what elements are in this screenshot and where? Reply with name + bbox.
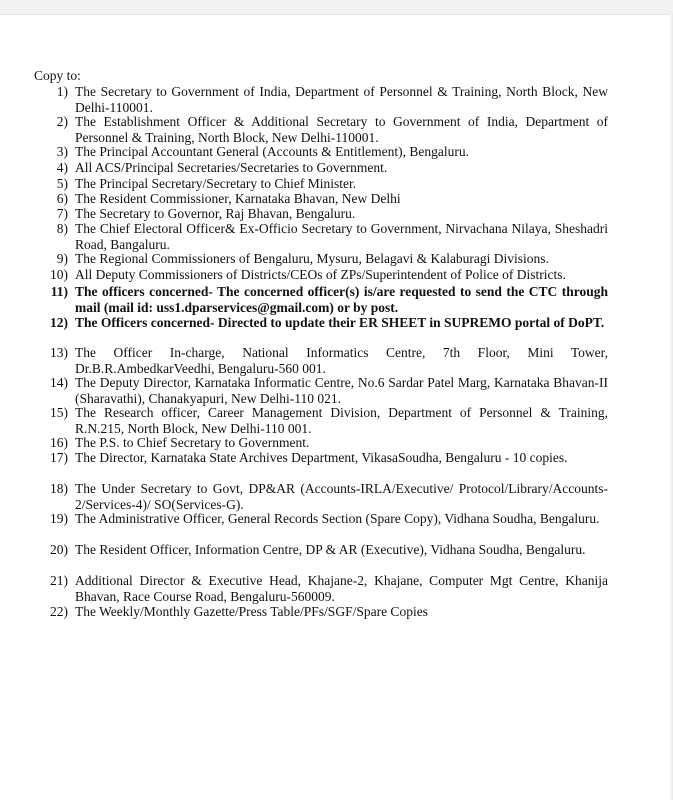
item-text: The Regional Commissioners of Bengaluru, Mysuru, Belagavi & Kalaburagi Divisions. bbox=[75, 251, 549, 266]
item-number: 16) bbox=[50, 435, 68, 450]
item-text: The Officer In-charge, National Informatics Centre, 7th Floor, Mini Tower, Dr.B.R.AmbedkarVeedhi, Bengaluru-560 001. bbox=[75, 345, 608, 376]
item-number: 4) bbox=[56, 160, 68, 175]
item-number: 3) bbox=[56, 144, 68, 159]
item-text: The Secretary to Government of India, Department of Personnel & Training, North Block, New Delhi-110001. bbox=[75, 84, 608, 115]
item-text: All Deputy Commissioners of Districts/CEOs of ZPs/Superintendent of Police of Districts. bbox=[75, 267, 566, 282]
item-text: The Establishment Officer & Additional Secretary to Government of India, Department of Personnel & Training, North Block, New Delhi-110001. bbox=[75, 114, 608, 145]
item-text: The Director, Karnataka State Archives Department, VikasaSoudha, Bengaluru - 10 copies. bbox=[75, 450, 568, 465]
item-number: 18) bbox=[50, 481, 68, 496]
item-number: 22) bbox=[50, 604, 68, 619]
item-number: 6) bbox=[56, 191, 68, 206]
item-text: The Deputy Director, Karnataka Informatic Centre, No.6 Sardar Patel Marg, Karnataka Bhavan-II (Sharavathi), Chanakyapuri, New Delhi-110 021. bbox=[75, 375, 608, 406]
item-number: 13) bbox=[50, 345, 68, 360]
item-number: 10) bbox=[50, 267, 68, 282]
item-text: The Secretary to Governor, Raj Bhavan, Bengaluru. bbox=[75, 206, 356, 221]
item-text: All ACS/Principal Secretaries/Secretaries to Government. bbox=[75, 160, 388, 175]
item-text: The Resident Officer, Information Centre, DP & AR (Executive), Vidhana Soudha, Bengaluru. bbox=[75, 542, 586, 557]
item-number: 21) bbox=[50, 573, 68, 588]
item-number: 15) bbox=[50, 405, 68, 420]
item-number: 14) bbox=[50, 375, 68, 390]
item-text: The Weekly/Monthly Gazette/Press Table/PFs/SGF/Spare Copies bbox=[75, 604, 428, 619]
item-text: Additional Director & Executive Head, Khajane-2, Khajane, Computer Mgt Centre, Khanija Bhavan, Race Course Road, Bengaluru-560009. bbox=[75, 573, 608, 604]
item-number: 17) bbox=[50, 450, 68, 465]
item-text: The Administrative Officer, General Records Section (Spare Copy), Vidhana Soudha, Bengaluru. bbox=[75, 511, 600, 526]
item-text: The Principal Secretary/Secretary to Chief Minister. bbox=[75, 176, 357, 191]
item-text: The Principal Accountant General (Accounts & Entitlement), Bengaluru. bbox=[75, 144, 470, 159]
item-text: The officers concerned- The concerned officer(s) is/are requested to send the CTC through mail (mail id: uss1.dparservices@gmail.com) or by post. bbox=[75, 284, 608, 315]
item-number: 12) bbox=[50, 315, 68, 330]
item-text: The Under Secretary to Govt, DP&AR (Accounts-IRLA/Executive/ Protocol/Library/Accounts-2/Services-4)/ SO(Services-G). bbox=[75, 481, 608, 512]
item-number: 7) bbox=[56, 206, 68, 221]
item-text: The Chief Electoral Officer& Ex-Officio Secretary to Government, Nirvachana Nilaya, Sheshadri Road, Bangaluru. bbox=[75, 221, 608, 252]
item-text: The P.S. to Chief Secretary to Government. bbox=[75, 435, 310, 450]
item-number: 19) bbox=[50, 511, 68, 526]
item-text: The Officers concerned- Directed to update their ER SHEET in SUPREMO portal of DoPT. bbox=[75, 315, 605, 330]
item-number: 2) bbox=[56, 114, 68, 129]
item-number: 11) bbox=[50, 284, 68, 299]
item-text: The Research officer, Career Management Division, Department of Personnel & Training, R.N.215, North Block, New Delhi-110 001. bbox=[75, 405, 608, 436]
item-text: The Resident Commissioner, Karnataka Bhavan, New Delhi bbox=[75, 191, 401, 206]
item-number: 8) bbox=[56, 221, 68, 236]
item-number: 9) bbox=[56, 251, 68, 266]
item-number: 1) bbox=[56, 84, 68, 99]
item-number: 20) bbox=[50, 542, 68, 557]
item-number: 5) bbox=[56, 176, 68, 191]
copy-to-label: Copy to: bbox=[34, 68, 81, 83]
